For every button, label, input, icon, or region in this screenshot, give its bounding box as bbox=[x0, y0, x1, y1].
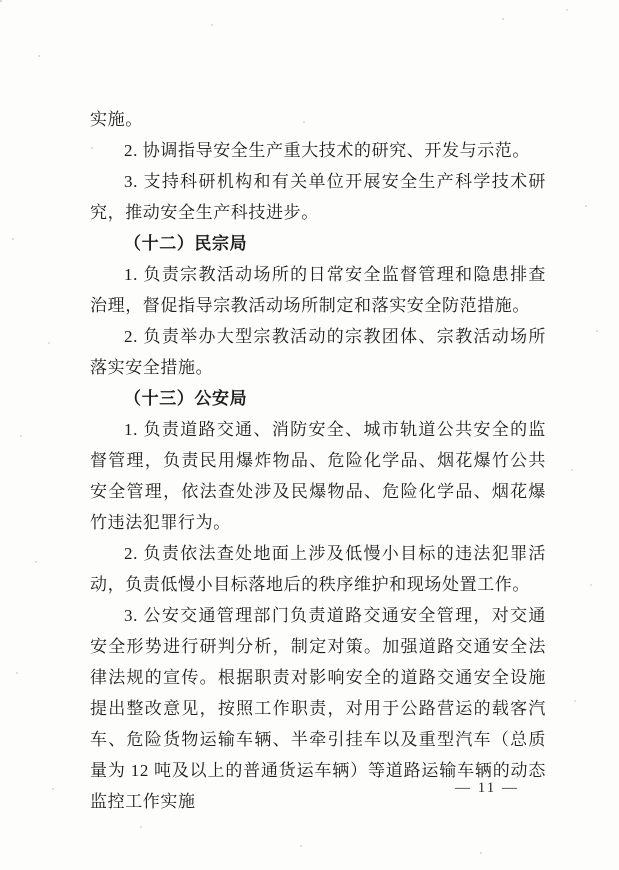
section-heading-minzongju: （十二）民宗局 bbox=[124, 234, 248, 253]
section-heading-gonganju: （十三）公安局 bbox=[124, 389, 248, 408]
paragraph: 3. 支持科研机构和有关单位开展安全生产科学技术研究，推动安全生产科技进步。 bbox=[90, 172, 546, 222]
paragraph: 2. 负责举办大型宗教活动的宗教团体、宗教活动场所落实安全措施。 bbox=[90, 327, 546, 377]
paragraph: 2. 负责依法查处地面上涉及低慢小目标的违法犯罪活动，负责低慢小目标落地后的秩序维护和现场处置工作。 bbox=[90, 544, 546, 594]
scan-noise bbox=[0, 0, 2, 2]
document-body bbox=[90, 104, 546, 817]
paragraph: 3. 公安交通管理部门负责道路交通安全管理，对交通安全形势进行研判分析，制定对策。加强道路交通安全法律法规的宣传。根据职责对影响安全的道路交通安全设施提出整改意见，按照工作职责，对用于公路营运的载客汽车、危险货物运输车辆、半牵引挂车以及重型汽车（总质量为 12 吨及以上的普通货运车辆）等道路运输车辆的动态监控工作实施 bbox=[90, 606, 546, 811]
paragraph: 1. 负责宗教活动场所的日常安全监督管理和隐患排查治理，督促指导宗教活动场所制定和落实安全防范措施。 bbox=[90, 265, 546, 315]
paragraph: 1. 负责道路交通、消防安全、城市轨道公共安全的监督管理，负责民用爆炸物品、危险化学品、烟花爆竹公共安全管理，依法查处涉及民爆物品、危险化学品、烟花爆竹违法犯罪行为。 bbox=[90, 420, 546, 532]
page-number: — 11 — bbox=[455, 780, 519, 796]
paragraph: 实施。 bbox=[90, 110, 143, 129]
paragraph: 2. 协调指导安全生产重大技术的研究、开发与示范。 bbox=[124, 141, 530, 160]
